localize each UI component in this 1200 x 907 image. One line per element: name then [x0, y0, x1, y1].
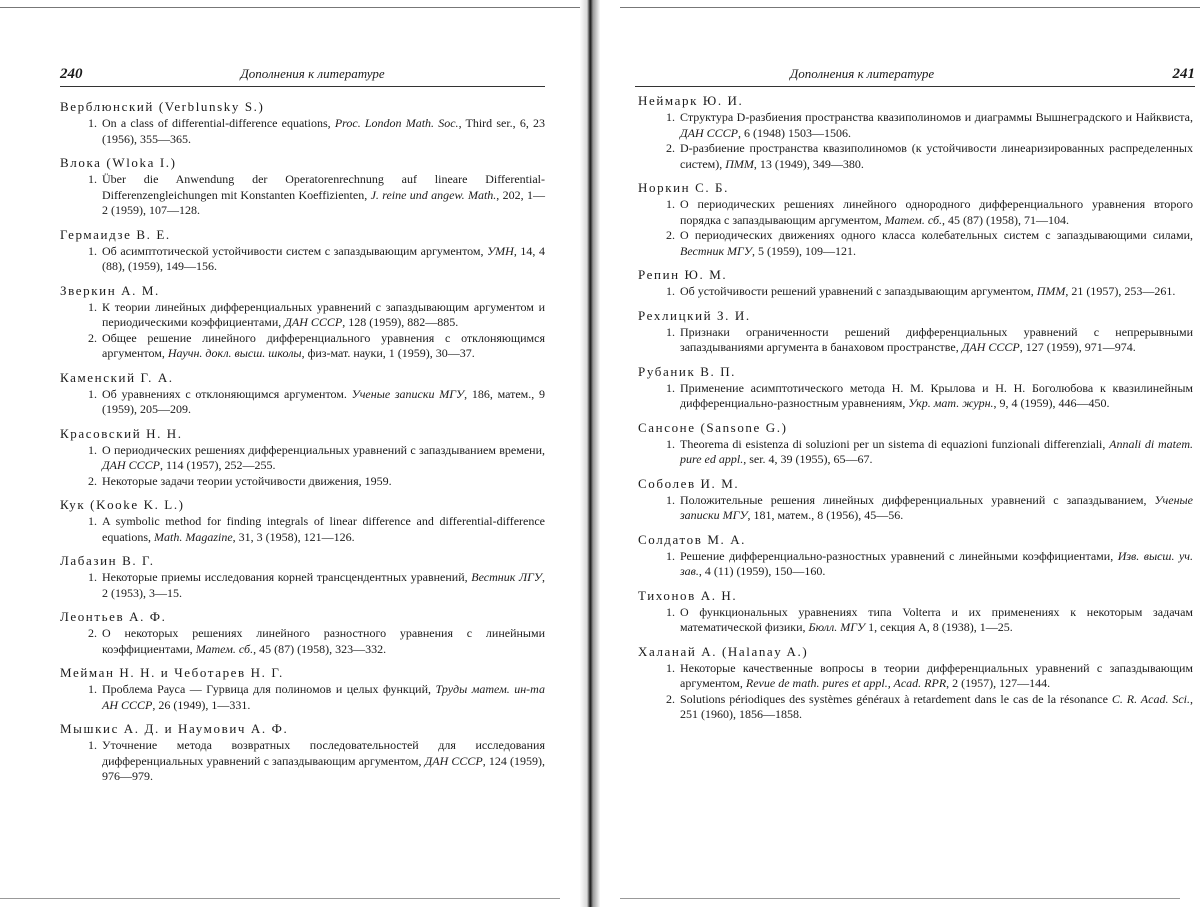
citation-details: , 128 (1959), 882—885. — [342, 315, 459, 329]
bibliography-entry — [638, 179, 1193, 259]
works-list — [638, 605, 1193, 636]
citation-number: 1. — [88, 570, 97, 584]
citation-number: 1. — [666, 660, 675, 675]
journal-name: ДАН СССР — [102, 458, 160, 472]
citation-number: 1. — [88, 514, 97, 528]
bibliography-entry — [638, 587, 1193, 636]
citation-details: , 2 (1953), 3—15. — [102, 570, 545, 600]
works-list — [60, 738, 545, 785]
work-citation — [60, 116, 545, 147]
work-citation — [60, 172, 545, 219]
works-list — [60, 570, 545, 601]
citation-text: Некоторые качественные вопросы в теории дифференциальных уравнений с запаздывающим аргументом, — [680, 660, 1193, 690]
citation-text: Уточнение метода возвратных последовательностей для исследования дифференциальных уравнений с запаздывающим аргументом, — [102, 738, 545, 768]
author-name: Тихонов А. Н. — [638, 587, 738, 603]
citation-details: , 186, матем., 9 (1959), 205—209. — [102, 386, 545, 416]
citation-details: , 4 (11) (1959), 150—160. — [698, 564, 826, 578]
citation-details: , 181, матем., 8 (1956), 45—56. — [747, 508, 904, 522]
work-citation — [60, 570, 545, 601]
journal-name: Math. Magazine — [154, 529, 233, 544]
bibliography-entry — [638, 643, 1193, 723]
citation-details: , 114 (1957), 252—255. — [159, 458, 276, 472]
author-name: Леонтьев А. Ф. — [60, 609, 167, 624]
journal-name: Revue de math. pures et appl., Acad. RPR — [745, 676, 947, 690]
author-name: Лабазин В. Г. — [60, 553, 155, 568]
bibliography-list — [60, 98, 545, 792]
citation-text: Об устойчивости решений уравнений с запаздывающим аргументом, — [680, 284, 1037, 298]
bibliography-entry — [638, 419, 1193, 468]
journal-name: Вестник ЛГУ — [471, 570, 542, 584]
citation-details: , ser. 4, 39 (1955), 65—67. — [743, 452, 873, 466]
citation-number: 1. — [88, 116, 97, 130]
citation-number: 1. — [88, 299, 97, 314]
author-name: Влока (Wloka I.) — [60, 155, 177, 170]
running-head: Дополнения к литературе — [790, 66, 935, 81]
citation-text: Признаки ограниченности решений дифференциальных уравнений с непрерывными запаздываниями аргумента в банаховом пространстве, — [680, 324, 1193, 354]
journal-name: Бюлл. МГУ — [808, 620, 866, 634]
page-header — [60, 66, 545, 84]
bibliography-entry — [60, 425, 545, 490]
work-citation — [638, 605, 1193, 636]
citation-text: Некоторые задачи теории устойчивости движения, 1959. — [102, 473, 392, 488]
work-citation — [638, 549, 1193, 580]
journal-name: Научн. докл. высш. школы — [167, 346, 302, 360]
citation-details: , 26 (1949), 1—331. — [152, 697, 251, 712]
author-name: Неймарк Ю. И. — [638, 93, 744, 108]
citation-number: 2. — [666, 228, 675, 242]
author-name: Мейман Н. Н. и Чеботарев Н. Г. — [60, 665, 284, 680]
work-citation — [638, 381, 1193, 412]
journal-name: ДАН СССР — [680, 125, 738, 140]
citation-details: , 9, 4 (1959), 446—450. — [993, 396, 1110, 410]
bibliography-entry — [638, 92, 1193, 172]
citation-number: 1. — [666, 436, 675, 451]
book-spine — [580, 0, 600, 907]
author-name: Норкин С. Б. — [638, 180, 729, 195]
work-citation — [60, 626, 545, 657]
journal-name: Укр. мат. журн. — [908, 396, 994, 410]
citation-number: 1. — [666, 110, 675, 124]
citation-number: 1. — [88, 172, 97, 186]
citation-details: , 124 (1959), 976—979. — [102, 753, 545, 783]
citation-number: 1. — [666, 197, 675, 211]
bibliography-entry — [60, 282, 545, 362]
works-list — [60, 443, 545, 490]
bibliography-entry — [60, 720, 545, 785]
citation-number: 1. — [666, 324, 675, 339]
author-name: Сансоне (Sansone G.) — [638, 419, 788, 435]
works-list — [638, 437, 1193, 468]
journal-name: Матем. сб. — [884, 212, 943, 227]
journal-name: C. R. Acad. Sci. — [1111, 691, 1191, 706]
works-list — [60, 387, 545, 418]
journal-name: ПММ — [725, 156, 754, 171]
left-page — [0, 0, 580, 907]
work-citation — [638, 197, 1193, 228]
journal-name: ДАН СССР — [424, 753, 483, 768]
citation-details: , 14, 4 (88), (1959), 149—156. — [102, 243, 546, 273]
citation-text: Применение асимптотического метода Н. М. Крылова и Н. Н. Боголюбова к квазилинейным дифференциально-разностным уравнениям, — [680, 380, 1193, 410]
work-citation — [60, 300, 545, 331]
work-citation — [638, 284, 1193, 300]
citation-text: О периодических движениях одного класса колебательных систем с запаздывающими силами, — [680, 228, 1193, 242]
work-citation — [638, 493, 1193, 524]
citation-number: 2. — [88, 626, 97, 640]
citation-number: 1. — [88, 738, 97, 752]
work-citation — [60, 514, 545, 545]
author-name: Зверкин А. М. — [60, 282, 160, 298]
bibliography-entry — [60, 552, 545, 601]
citation-text: Проблема Рауса — Гурвица для полиномов и целых функций, — [102, 682, 436, 696]
author-name: Гермаидзе В. Е. — [60, 226, 171, 242]
works-list — [60, 514, 545, 545]
citation-number: 2. — [88, 330, 97, 345]
author-name: Верблюнский (Verblunsky S.) — [60, 99, 265, 114]
citation-text: О функциональных уравнениях типа Volterra и их применениях к некоторым задачам математической физики, — [680, 604, 1193, 634]
work-citation — [60, 244, 545, 275]
bibliography-entry — [638, 363, 1193, 412]
citation-details: , 2 (1957), 127—144. — [946, 676, 1051, 690]
citation-text: О периодических решениях дифференциальных уравнений с запаздыванием времени, — [102, 442, 545, 457]
journal-name: Annali di matem. pure ed appl. — [680, 436, 1193, 466]
citation-details: , 13 (1949), 349—380. — [753, 156, 864, 171]
work-citation — [638, 228, 1193, 259]
work-citation — [60, 738, 545, 785]
works-list — [638, 325, 1193, 356]
citation-details: , 127 (1959), 971—974. — [1019, 340, 1136, 354]
works-list — [60, 626, 545, 657]
author-name: Репин Ю. М. — [638, 267, 728, 282]
work-citation — [638, 661, 1193, 692]
citation-text: Решение дифференциально-разностных уравнений с линейными коэффициентами, — [680, 548, 1118, 563]
citation-number: 1. — [88, 442, 97, 457]
citation-text: Solutions périodiques des systèmes généraux à retardement dans le cas de la résonance — [680, 691, 1112, 706]
citation-details: , 6 (1948) 1503—1506. — [737, 125, 851, 140]
citation-details: , физ-мат. науки, 1 (1959), 30—37. — [301, 346, 475, 360]
author-name: Мышкис А. Д. и Наумович А. Ф. — [60, 721, 289, 736]
running-head: Дополнения к литературе — [240, 66, 385, 81]
page-number: 240 — [60, 66, 83, 82]
citation-number: 1. — [666, 604, 675, 619]
page-number: 241 — [1172, 66, 1195, 82]
works-list — [638, 381, 1193, 412]
work-citation — [638, 141, 1193, 172]
citation-text: Структура D-разбиения пространства квазиполиномов и диаграммы Вышнеградского и Найквиста, — [680, 110, 1193, 124]
citation-text: Общее решение линейного дифференциального уравнения с отклоняющимся аргументом, — [102, 330, 545, 360]
author-name: Соболев И. М. — [638, 475, 740, 491]
work-citation — [60, 387, 545, 418]
citation-text: On a class of differential-difference equations, — [102, 116, 335, 130]
work-citation — [60, 474, 545, 490]
bibliography-list — [638, 92, 1193, 730]
header-rule — [635, 86, 1195, 87]
bibliography-entry — [60, 608, 545, 657]
citation-number: 2. — [666, 691, 675, 706]
bibliography-entry — [60, 98, 545, 147]
journal-name: УМН — [487, 243, 514, 258]
journal-name: Ученые записки МГУ — [680, 492, 1193, 522]
author-name: Каменский Г. А. — [60, 369, 174, 385]
journal-name: Труды матем. ин-та АН СССР — [102, 682, 545, 712]
page-header — [790, 66, 1195, 84]
journal-name: Ученые записки МГУ — [351, 386, 465, 401]
bibliography-entry — [60, 496, 545, 545]
author-name: Красовский Н. Н. — [60, 425, 183, 441]
work-citation — [638, 110, 1193, 141]
citation-text: К теории линейных дифференциальных уравнений с запаздывающим аргументом и периодическими коэффициентами, — [102, 299, 545, 329]
author-name: Халанай А. (Halanay A.) — [638, 643, 809, 659]
journal-name: ДАН СССР — [284, 315, 343, 329]
header-rule — [60, 86, 545, 87]
right-page — [600, 0, 1200, 907]
works-list — [638, 549, 1193, 580]
citation-number: 1. — [666, 548, 675, 563]
citation-number: 1. — [666, 492, 675, 507]
citation-number: 1. — [88, 386, 97, 401]
citation-number: 1. — [666, 380, 675, 395]
citation-details: , Third ser., 6, 23 (1956), 355—365. — [102, 116, 546, 146]
bibliography-entry — [60, 664, 545, 713]
works-list — [60, 172, 545, 219]
citation-text: Über die Anwendung der Operatorenrechnung auf lineare Differential-Differenzengleichungen mit Konstanten Koeffizienten, — [102, 172, 545, 202]
citation-text: Об асимптотической устойчивости систем с запаздывающим аргументом, — [102, 243, 488, 258]
works-list — [60, 300, 545, 362]
citation-text: A symbolic method for finding integrals of linear difference and differential-difference equations, — [102, 514, 545, 544]
work-citation — [60, 331, 545, 362]
citation-details: , 45 (87) (1958), 323—332. — [253, 641, 387, 656]
citation-details: , 31, 3 (1958), 121—126. — [232, 529, 355, 544]
citation-details: 1, секция А, 8 (1938), 1—25. — [865, 620, 1013, 634]
works-list — [638, 284, 1193, 300]
journal-name: Вестник МГУ — [680, 243, 752, 258]
works-list — [638, 661, 1193, 723]
author-name: Солдатов М. А. — [638, 531, 747, 547]
citation-text: О некоторых решениях линейного разностного уравнения с линейными коэффициентами, — [102, 626, 545, 656]
citation-text: Некоторые приемы исследования корней трансцендентных уравнений, — [102, 570, 472, 584]
bibliography-entry — [638, 531, 1193, 580]
citation-number: 1. — [88, 243, 97, 258]
bibliography-entry — [638, 307, 1193, 356]
journal-name: Proc. London Math. Soc. — [334, 116, 459, 130]
citation-number: 2. — [666, 141, 675, 155]
bibliography-entry — [638, 475, 1193, 524]
citation-details: , 202, 1—2 (1959), 107—128. — [102, 187, 546, 217]
journal-name: ПММ — [1036, 284, 1066, 298]
works-list — [638, 110, 1193, 172]
journal-name: J. reine und angew. Math. — [370, 187, 497, 202]
author-name: Рубаник В. П. — [638, 363, 737, 379]
work-citation — [638, 325, 1193, 356]
journal-name: Матем. сб. — [195, 641, 254, 656]
citation-number: 1. — [88, 682, 97, 696]
journal-name: ДАН СССР — [961, 340, 1020, 354]
citation-number: 1. — [666, 284, 675, 298]
citation-number: 2. — [88, 473, 97, 488]
bibliography-entry — [60, 369, 545, 418]
author-name: Рехлицкий З. И. — [638, 307, 751, 323]
citation-text: О периодических решениях линейного однородного дифференциального уравнения второго порядка с запаздывающим аргументом, — [680, 197, 1193, 227]
bibliography-entry — [60, 226, 545, 275]
works-list — [60, 116, 545, 147]
works-list — [60, 244, 545, 275]
citation-details: , 45 (87) (1958), 71—104. — [942, 212, 1070, 227]
journal-name: Изв. высш. уч. зав. — [680, 548, 1193, 578]
work-citation — [60, 682, 545, 713]
work-citation — [638, 437, 1193, 468]
citation-text: Об уравнениях с отклоняющимся аргументом. — [102, 386, 352, 401]
citation-text: D-разбиение пространства квазиполиномов (к устойчивости линеаризированных распределенных систем), — [680, 141, 1193, 171]
work-citation — [638, 692, 1193, 723]
citation-details: , 251 (1960), 1856—1858. — [680, 691, 1194, 721]
citation-details: , 21 (1957), 253—261. — [1065, 284, 1176, 298]
works-list — [638, 197, 1193, 259]
bibliography-entry — [60, 154, 545, 219]
citation-text: Положительные решения линейных дифференциальных уравнений с запаздыванием, — [680, 492, 1155, 507]
bibliography-entry — [638, 266, 1193, 300]
works-list — [60, 682, 545, 713]
works-list — [638, 493, 1193, 524]
citation-details: , 5 (1959), 109—121. — [751, 243, 856, 258]
author-name: Кук (Kooke K. L.) — [60, 497, 185, 512]
work-citation — [60, 443, 545, 474]
citation-text: Theorema di esistenza di soluzioni per un sistema di equazioni funzionali differenziali, — [680, 436, 1110, 451]
